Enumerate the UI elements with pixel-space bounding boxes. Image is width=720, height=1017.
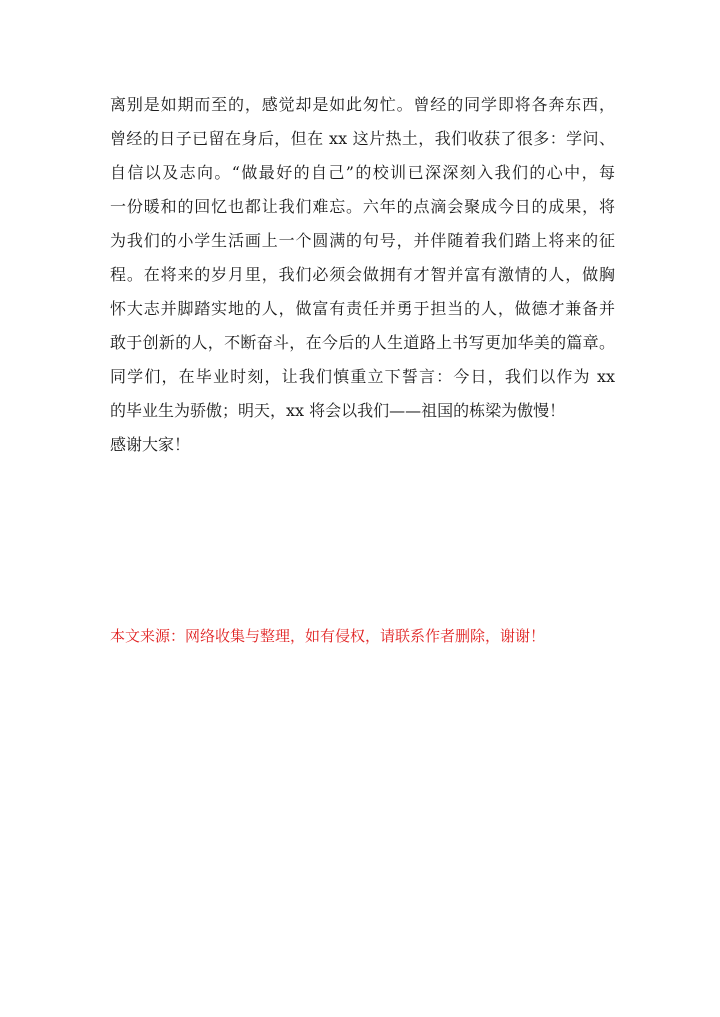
closing-line: 感谢大家！: [110, 435, 191, 454]
body-line-2: 曾经的日子已留在身后，但在 xx 这片热土，我们收获了很多：学问、: [110, 129, 615, 148]
body-line-8: 敢于创新的人，不断奋斗，在今后的人生道路上书写更加华美的篇章。: [110, 333, 615, 352]
body-line-9: 同学们，在毕业时刻，让我们慎重立下誓言：今日，我们以作为 xx: [110, 367, 615, 386]
body-line-3: 自信以及志向。“做最好的自己”的校训已深深刻入我们的心中，每: [110, 163, 615, 182]
body-line-5: 为我们的小学生活画上一个圆满的句号，并伴随着我们踏上将来的征: [110, 231, 615, 250]
body-line-4: 一份暖和的回忆也都让我们难忘。六年的点滴会聚成今日的成果，将: [110, 197, 615, 216]
body-line-10: 的毕业生为骄傲；明天，xx 将会以我们——祖国的栋梁为傲慢！: [110, 401, 566, 420]
source-note: 本文来源：网络收集与整理，如有侵权，请联系作者删除，谢谢！: [110, 627, 546, 645]
body-line-7: 怀大志并脚踏实地的人，做富有责任并勇于担当的人，做德才兼备并: [110, 299, 615, 318]
speech-body: [110, 88, 615, 462]
body-line-1: 离别是如期而至的，感觉却是如此匆忙。曾经的同学即将各奔东西，: [110, 95, 615, 114]
body-line-6: 程。在将来的岁月里，我们必须会做拥有才智并富有激情的人，做胸: [110, 265, 615, 284]
